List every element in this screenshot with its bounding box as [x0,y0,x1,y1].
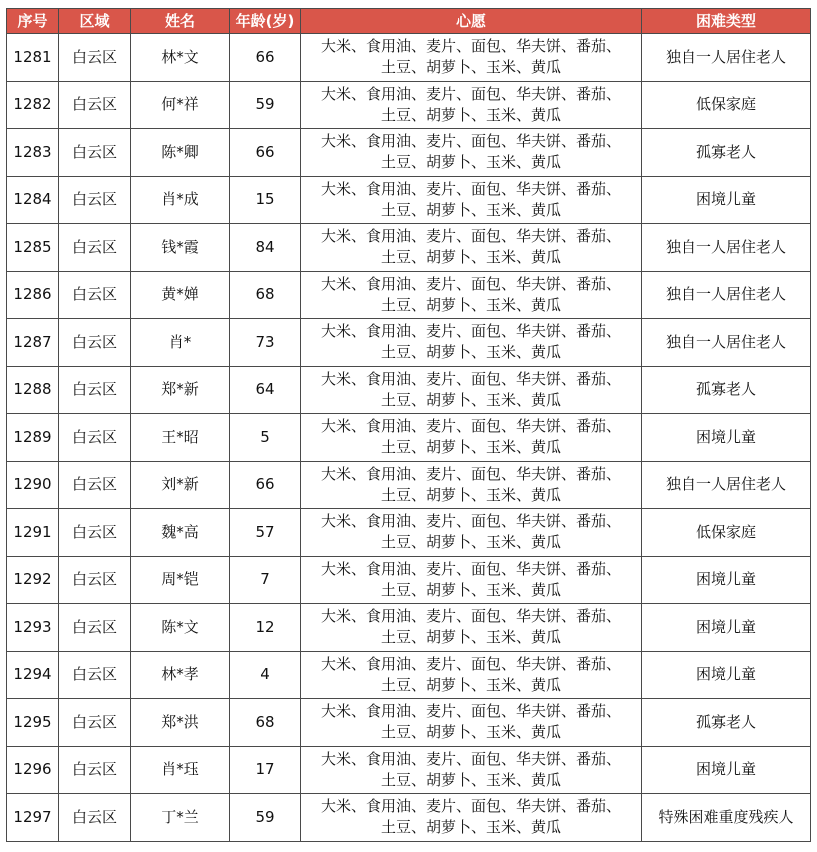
cell-type: 低保家庭 [642,509,811,557]
table-row [7,129,811,177]
cell-wish [301,414,642,462]
cell-name: 郑*新 [131,366,230,414]
cell-age: 68 [230,271,301,319]
cell-wish [301,509,642,557]
cell-id: 1296 [7,746,59,794]
cell-wish [301,699,642,747]
cell-wish [301,461,642,509]
wish-line-2: 土豆、胡萝卜、玉米、黄瓜 [380,200,561,219]
cell-name: 陈*文 [131,604,230,652]
cell-wish [301,271,642,319]
cell-type: 孤寡老人 [642,699,811,747]
cell-id: 1283 [7,129,59,177]
wish-line-2: 土豆、胡萝卜、玉米、黄瓜 [380,770,561,789]
cell-id: 1287 [7,319,59,367]
header-row [7,9,811,34]
cell-name: 肖*成 [131,176,230,224]
cell-area: 白云区 [59,129,131,177]
table-row [7,224,811,272]
table-row [7,556,811,604]
wish-line-2: 土豆、胡萝卜、玉米、黄瓜 [380,533,561,552]
cell-type: 困境儿童 [642,604,811,652]
cell-name: 何*祥 [131,81,230,129]
cell-area: 白云区 [59,81,131,129]
table-row [7,651,811,699]
cell-type: 低保家庭 [642,81,811,129]
wish-line-1: 大米、食用油、麦片、面包、华夫饼、番茄、 [320,702,621,721]
cell-name: 王*昭 [131,414,230,462]
table-row [7,699,811,747]
wish-line-2: 土豆、胡萝卜、玉米、黄瓜 [380,723,561,742]
cell-name: 刘*新 [131,461,230,509]
wish-line-1: 大米、食用油、麦片、面包、华夫饼、番茄、 [320,512,621,531]
cell-age: 66 [230,461,301,509]
wish-line-1: 大米、食用油、麦片、面包、华夫饼、番茄、 [320,607,621,626]
cell-wish [301,34,642,82]
header-name: 姓名 [131,9,230,34]
wish-line-1: 大米、食用油、麦片、面包、华夫饼、番茄、 [320,654,621,673]
cell-area: 白云区 [59,271,131,319]
cell-age: 57 [230,509,301,557]
cell-name: 周*铠 [131,556,230,604]
wish-line-1: 大米、食用油、麦片、面包、华夫饼、番茄、 [320,464,621,483]
cell-id: 1295 [7,699,59,747]
cell-name: 林*孝 [131,651,230,699]
cell-id: 1289 [7,414,59,462]
cell-id: 1284 [7,176,59,224]
cell-age: 5 [230,414,301,462]
table-row [7,509,811,557]
cell-age: 66 [230,34,301,82]
wish-line-2: 土豆、胡萝卜、玉米、黄瓜 [380,438,561,457]
table-row [7,34,811,82]
cell-type: 困境儿童 [642,414,811,462]
wish-line-2: 土豆、胡萝卜、玉米、黄瓜 [380,628,561,647]
cell-name: 陈*卿 [131,129,230,177]
cell-age: 73 [230,319,301,367]
cell-wish [301,224,642,272]
header-age: 年龄(岁) [230,9,301,34]
cell-id: 1292 [7,556,59,604]
cell-id: 1281 [7,34,59,82]
cell-name: 郑*洪 [131,699,230,747]
cell-type: 困境儿童 [642,176,811,224]
wish-line-2: 土豆、胡萝卜、玉米、黄瓜 [380,580,561,599]
wish-line-2: 土豆、胡萝卜、玉米、黄瓜 [380,248,561,267]
table-row [7,81,811,129]
cell-age: 84 [230,224,301,272]
cell-type: 独自一人居住老人 [642,271,811,319]
cell-wish [301,176,642,224]
wish-line-1: 大米、食用油、麦片、面包、华夫饼、番茄、 [320,179,621,198]
cell-area: 白云区 [59,366,131,414]
header-wish: 心愿 [301,9,642,34]
cell-age: 4 [230,651,301,699]
table-row [7,604,811,652]
cell-area: 白云区 [59,34,131,82]
cell-id: 1291 [7,509,59,557]
wish-line-2: 土豆、胡萝卜、玉米、黄瓜 [380,390,561,409]
header-type: 困难类型 [642,9,811,34]
cell-wish [301,129,642,177]
cell-age: 59 [230,81,301,129]
wish-line-1: 大米、食用油、麦片、面包、华夫饼、番茄、 [320,369,621,388]
cell-type: 独自一人居住老人 [642,34,811,82]
cell-type: 孤寡老人 [642,129,811,177]
wish-line-1: 大米、食用油、麦片、面包、华夫饼、番茄、 [320,797,621,816]
cell-name: 黄*婵 [131,271,230,319]
wish-line-2: 土豆、胡萝卜、玉米、黄瓜 [380,818,561,837]
wish-line-1: 大米、食用油、麦片、面包、华夫饼、番茄、 [320,227,621,246]
cell-area: 白云区 [59,746,131,794]
wish-line-1: 大米、食用油、麦片、面包、华夫饼、番茄、 [320,322,621,341]
wish-line-1: 大米、食用油、麦片、面包、华夫饼、番茄、 [320,37,621,56]
table-row [7,271,811,319]
cell-age: 15 [230,176,301,224]
table-row [7,366,811,414]
cell-wish [301,604,642,652]
cell-type: 困境儿童 [642,746,811,794]
cell-id: 1294 [7,651,59,699]
cell-type: 独自一人居住老人 [642,224,811,272]
cell-id: 1282 [7,81,59,129]
table-row [7,414,811,462]
wish-line-2: 土豆、胡萝卜、玉米、黄瓜 [380,485,561,504]
cell-type: 困境儿童 [642,651,811,699]
cell-age: 59 [230,794,301,842]
cell-id: 1288 [7,366,59,414]
wish-line-1: 大米、食用油、麦片、面包、华夫饼、番茄、 [320,749,621,768]
table-body [7,34,811,842]
wish-line-2: 土豆、胡萝卜、玉米、黄瓜 [380,153,561,172]
cell-age: 68 [230,699,301,747]
cell-wish [301,366,642,414]
cell-type: 独自一人居住老人 [642,461,811,509]
cell-id: 1286 [7,271,59,319]
header-id: 序号 [7,9,59,34]
wish-line-1: 大米、食用油、麦片、面包、华夫饼、番茄、 [320,559,621,578]
cell-area: 白云区 [59,604,131,652]
cell-wish [301,746,642,794]
cell-area: 白云区 [59,699,131,747]
cell-name: 肖*珏 [131,746,230,794]
cell-age: 64 [230,366,301,414]
wish-line-1: 大米、食用油、麦片、面包、华夫饼、番茄、 [320,274,621,293]
wish-line-1: 大米、食用油、麦片、面包、华夫饼、番茄、 [320,417,621,436]
table-row [7,794,811,842]
table-row [7,746,811,794]
wish-line-2: 土豆、胡萝卜、玉米、黄瓜 [380,343,561,362]
cell-area: 白云区 [59,319,131,367]
cell-id: 1290 [7,461,59,509]
cell-type: 特殊困难重度残疾人 [642,794,811,842]
wish-line-2: 土豆、胡萝卜、玉米、黄瓜 [380,295,561,314]
wish-line-1: 大米、食用油、麦片、面包、华夫饼、番茄、 [320,132,621,151]
cell-name: 丁*兰 [131,794,230,842]
table-row [7,176,811,224]
cell-type: 困境儿童 [642,556,811,604]
cell-area: 白云区 [59,224,131,272]
cell-area: 白云区 [59,414,131,462]
wish-list-table [6,8,811,842]
cell-wish [301,81,642,129]
wish-line-1: 大米、食用油、麦片、面包、华夫饼、番茄、 [320,84,621,103]
wish-line-2: 土豆、胡萝卜、玉米、黄瓜 [380,105,561,124]
cell-name: 魏*高 [131,509,230,557]
cell-age: 17 [230,746,301,794]
cell-area: 白云区 [59,176,131,224]
cell-area: 白云区 [59,509,131,557]
cell-type: 孤寡老人 [642,366,811,414]
cell-age: 7 [230,556,301,604]
cell-id: 1285 [7,224,59,272]
table-row [7,319,811,367]
cell-name: 钱*霞 [131,224,230,272]
cell-area: 白云区 [59,461,131,509]
cell-type: 独自一人居住老人 [642,319,811,367]
cell-age: 66 [230,129,301,177]
cell-area: 白云区 [59,794,131,842]
cell-name: 肖* [131,319,230,367]
cell-age: 12 [230,604,301,652]
cell-wish [301,556,642,604]
cell-wish [301,651,642,699]
table-header [7,9,811,34]
cell-name: 林*文 [131,34,230,82]
header-area: 区域 [59,9,131,34]
table-row [7,461,811,509]
cell-area: 白云区 [59,556,131,604]
cell-wish [301,319,642,367]
wish-line-2: 土豆、胡萝卜、玉米、黄瓜 [380,675,561,694]
cell-id: 1297 [7,794,59,842]
cell-id: 1293 [7,604,59,652]
cell-area: 白云区 [59,651,131,699]
cell-wish [301,794,642,842]
wish-line-2: 土豆、胡萝卜、玉米、黄瓜 [380,58,561,77]
